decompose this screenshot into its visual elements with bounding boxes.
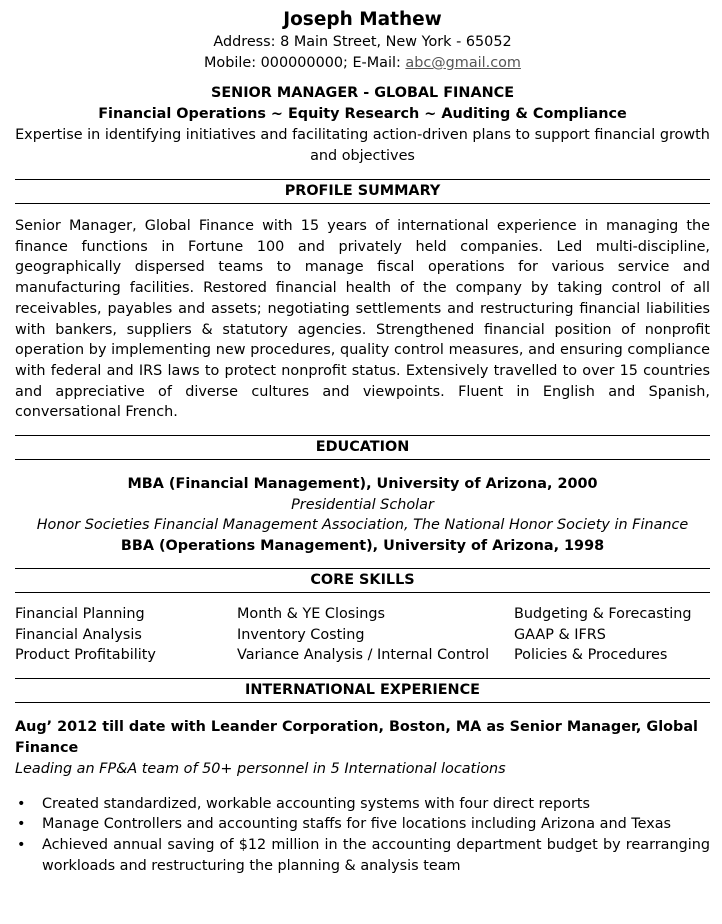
experience-team: Leading an FP&A team of 50+ personnel in 5 International locations — [15, 760, 506, 777]
candidate-name: Joseph Mathew — [283, 9, 442, 30]
mobile-text: Mobile: 000000000; E-Mail: — [204, 55, 406, 71]
skill-item: Inventory Costing — [237, 626, 365, 643]
skill-item: Budgeting & Forecasting — [514, 606, 692, 623]
section-heading-education: EDUCATION — [15, 435, 710, 460]
contact-line — [15, 53, 710, 74]
section-heading-experience: INTERNATIONAL EXPERIENCE — [15, 678, 710, 703]
email-link[interactable]: abc@gmail.com — [405, 55, 521, 71]
skill-item: Product Profitability — [15, 647, 156, 664]
degree-mba: MBA (Financial Management), University of Arizona, 2000 — [127, 476, 598, 493]
achievement-list — [15, 794, 710, 876]
section-heading-profile: PROFILE SUMMARY — [15, 179, 710, 204]
list-item-text: Achieved annual saving of $12 million in the accounting department budget by rearranging workloads and restructuring the planning & analysis team — [42, 837, 710, 874]
address-line: Address: 8 Main Street, New York - 65052 — [213, 34, 512, 50]
specialties: Financial Operations ~ Equity Research ~ Auditing & Compliance — [98, 106, 627, 122]
list-item — [15, 814, 710, 835]
bullet-icon: • — [17, 837, 26, 853]
honor-societies: Honor Societies Financial Management Association, The National Honor Society in Finance — [36, 517, 689, 534]
honor-text: Presidential Scholar — [291, 496, 434, 513]
profile-summary-text: Senior Manager, Global Finance with 15 years of international experience in managing the finance functions in Fortune 100 and privately held companies. Led multi-discipline, geographically dispersed teams to manage fiscal operations for various service and manufacturing facilities. Restored financial health of the company by taking control of all receivables, payables and assets; negotiating settlements and restructuring financial liabilities with bankers, suppliers & statutory agencies. Strengthened financial position of nonprofit operation by implementing new procedures, quality control measures, and ensuring compliance with federal and IRS laws to protect nonprofit status. Extensively travelled to over 15 countries and appreciative of diverse cultures and viewpoints. Fluent in English and Spanish, conversational French. — [15, 218, 710, 421]
job-title: SENIOR MANAGER - GLOBAL FINANCE — [210, 85, 515, 101]
skill-item: GAAP & IFRS — [514, 626, 606, 643]
bullet-icon: • — [17, 795, 26, 812]
degree-bba: BBA (Operations Management), University of Arizona, 1998 — [120, 537, 605, 554]
skill-item: Financial Planning — [15, 606, 145, 623]
list-item — [15, 794, 710, 815]
list-item — [15, 835, 710, 876]
skill-item: Variance Analysis / Internal Control — [237, 647, 490, 664]
skill-item: Month & YE Closings — [237, 606, 386, 623]
experience-role: Aug’ 2012 till date with Leander Corporation, Boston, MA as Senior Manager, Global Finance — [15, 718, 698, 756]
list-item-text: Manage Controllers and accounting staffs for five locations including Arizona and Texas — [42, 816, 672, 833]
section-heading-skills: CORE SKILLS — [15, 568, 710, 593]
skill-item: Financial Analysis — [15, 626, 142, 643]
skill-item: Policies & Procedures — [514, 647, 668, 664]
bullet-icon: • — [17, 816, 26, 833]
skills-grid — [15, 604, 710, 666]
education-block — [15, 474, 710, 556]
list-item-text: Created standardized, workable accounting systems with four direct reports — [42, 795, 591, 812]
tagline: Expertise in identifying initiatives and facilitating action-driven plans to support financial growth and objectives — [15, 127, 710, 164]
